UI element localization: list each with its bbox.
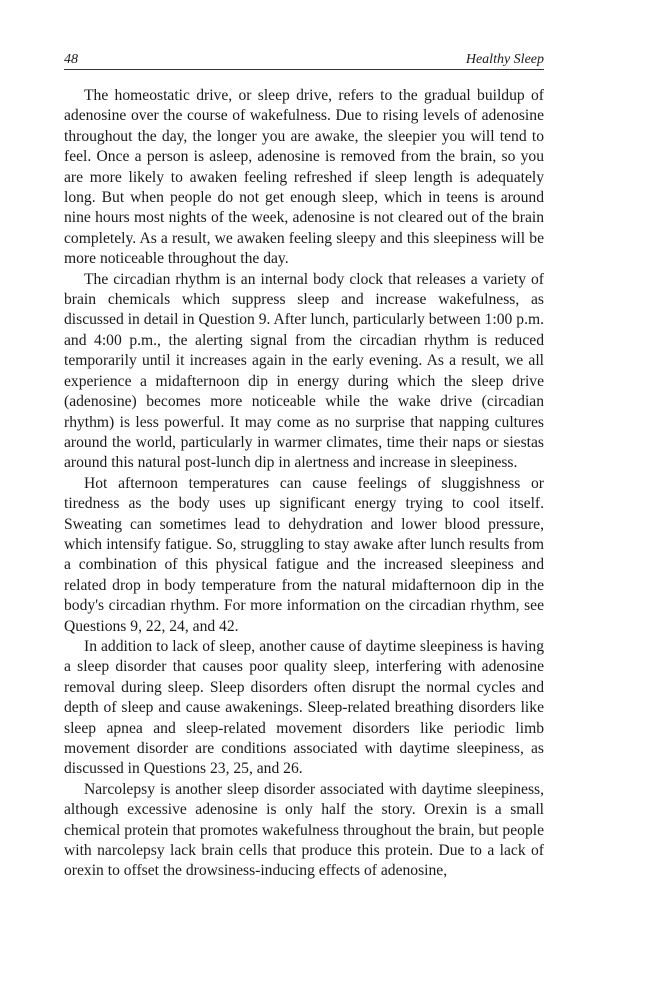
paragraph-sleep-disorders: In addition to lack of sleep, another cause of daytime sleepiness is having a sleep disorder that causes poor quality sleep, interfering with adenosine removal during sleep. Sleep disorders often disrupt the normal cycles and depth of sleep and cause awakenings. Sleep-related breathing disorders like sleep apnea and sleep-related movement disorders like periodic limb movement disorder are conditions associated with daytime sleepiness, as discussed in Questions 23, 25, and 26. bbox=[64, 637, 544, 778]
paragraph-sleep-drive: The homeostatic drive, or sleep drive, refers to the gradual buildup of adenosine over the course of wakefulness. Due to rising levels of adenosine throughout the day, the longer you are awake, the sleepier you will tend to feel. Once a person is asleep, adenosine is removed from the brain, so you are more likely to awaken feeling refreshed if sleep length is adequately long. But when people do not get enough sleep, which in teens is around nine hours most nights of the week, adenosine is not cleared out of the brain completely. As a result, we awaken feeling sleepy and this sleepiness will be more noticeable throughout the day. bbox=[64, 87, 544, 268]
paragraph-narcolepsy: Narcolepsy is another sleep disorder associated with daytime sleepiness, although excessive adenosine is only half the story. Orexin is a small chemical protein that promotes wakefulness throughout the brain, but people with narcolepsy lack brain cells that produce this protein. Due to a lack of orexin to offset the drowsiness-inducing effects of adenosine, bbox=[64, 780, 544, 880]
running-header bbox=[64, 50, 544, 70]
paragraph-afternoon-temperatures: Hot afternoon temperatures can cause feelings of sluggishness or tiredness as the body uses up significant energy trying to cool itself. Sweating can sometimes lead to dehydration and lower blood pressure, which intensify fatigue. So, struggling to stay awake after lunch results from a combination of this physical fatigue and the increased sleepiness and related drop in body temperature from the natural midafternoon dip in the body's circadian rhythm. For more information on the circadian rhythm, see Questions 9, 22, 24, and 42. bbox=[64, 474, 544, 635]
paragraph-circadian-rhythm: The circadian rhythm is an internal body clock that releases a variety of brain chemicals which suppress sleep and increase wakefulness, as discussed in detail in Question 9. After lunch, particularly between 1:00 p.m. and 4:00 p.m., the alerting signal from the circadian rhythm is reduced temporarily until it increases again in the early evening. As a result, we all experience a midafternoon dip in energy during which the sleep drive (adenosine) becomes more noticeable while the wake drive (circadian rhythm) is less powerful. It may come as no surprise that napping cultures around the world, particularly in warmer climates, time their naps or siestas around this natural post-lunch dip in alertness and increase in sleepiness. bbox=[64, 270, 544, 472]
running-title: Healthy Sleep bbox=[465, 52, 544, 67]
page-number: 48 bbox=[64, 52, 78, 67]
body-text bbox=[64, 86, 544, 882]
